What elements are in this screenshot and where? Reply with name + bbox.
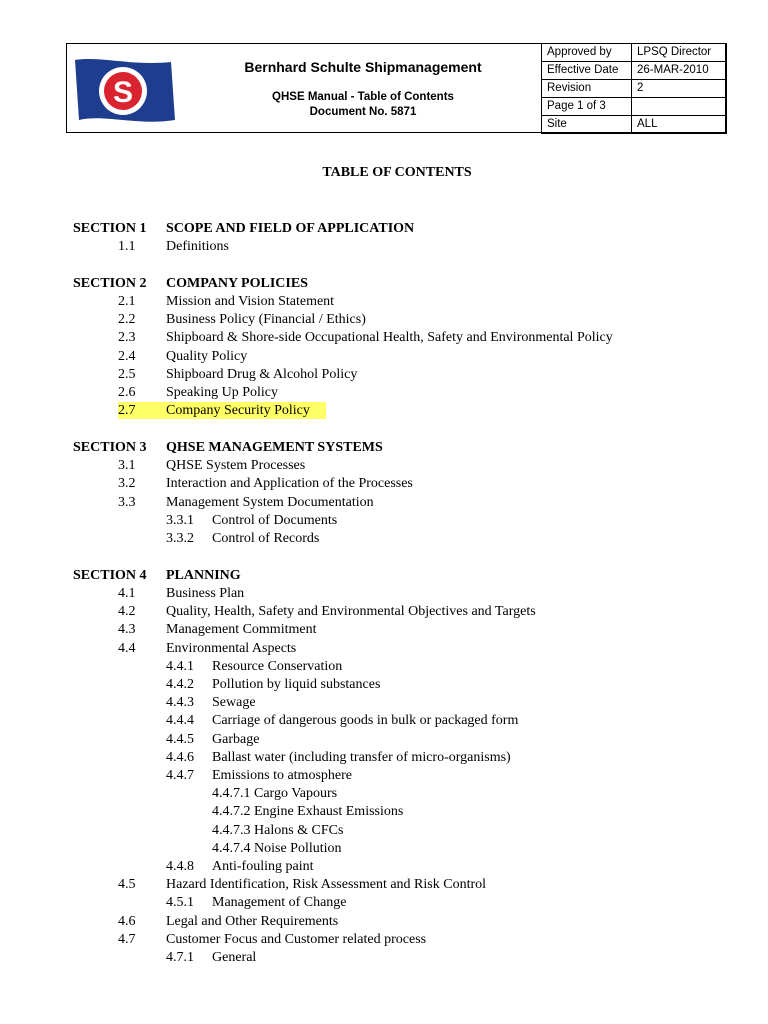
toc-entry-title: Quality, Health, Safety and Environmental Objectives and Targets [166, 604, 536, 619]
toc-entry-title: Noise Pollution [254, 841, 342, 856]
toc-entry-title: Hazard Identification, Risk Assessment and Risk Control [166, 877, 487, 892]
toc-entry-number: 4.2 [118, 604, 136, 619]
toc-entry-title: Shipboard Drug & Alcohol Policy [166, 367, 358, 382]
toc-entry [166, 530, 726, 547]
toc-entry-title: Sewage [212, 695, 256, 710]
toc-entry [118, 475, 678, 492]
toc-entry [212, 785, 768, 802]
toc-entry-number: 3.3.2 [166, 531, 194, 546]
toc-entry-number: 4.4 [118, 641, 136, 656]
company-name: Bernhard Schulte Shipmanagement [244, 59, 482, 75]
toc-entry [212, 803, 768, 820]
toc-entry-number: 1.1 [118, 239, 136, 254]
meta-value: 2 [632, 80, 727, 98]
toc-entry [166, 694, 726, 711]
toc-entry-title: Pollution by liquid substances [212, 677, 381, 692]
section-title: COMPANY POLICIES [166, 276, 308, 291]
toc-entry-title: Management System Documentation [166, 495, 374, 510]
toc-entry-number: 3.1 [118, 458, 136, 473]
toc-entry-number: 4.7 [118, 932, 136, 947]
toc-entry-number: 4.4.3 [166, 695, 194, 710]
section-number: SECTION 1 [73, 221, 147, 236]
meta-value: 26-MAR-2010 [632, 62, 727, 80]
toc-entry [118, 585, 678, 602]
toc-entry-number: 4.3 [118, 622, 136, 637]
meta-value: LPSQ Director [632, 44, 727, 62]
document-control-table [541, 43, 727, 134]
meta-label: Approved by [542, 44, 632, 62]
toc-entry [212, 840, 768, 857]
toc-entry [118, 876, 678, 893]
toc-entry [166, 894, 726, 911]
meta-value: ALL [632, 116, 727, 134]
toc-entry-title: Quality Policy [166, 349, 248, 364]
toc-entry-number: 4.4.6 [166, 750, 194, 765]
toc-entry [166, 767, 726, 784]
toc-entry [118, 293, 678, 310]
toc-entry-label: 4.4.7.2 [212, 804, 251, 819]
toc-entry [118, 457, 678, 474]
toc-entry [118, 329, 678, 346]
toc-entry-number: 4.4.7 [166, 768, 194, 783]
toc-entry [118, 366, 678, 383]
toc-entry-title: Anti-fouling paint [212, 859, 314, 874]
document-title-line: QHSE Manual - Table of Contents [272, 91, 454, 103]
toc-entry-title: QHSE System Processes [166, 458, 306, 473]
meta-row [542, 62, 727, 80]
toc-entry-label: 4.4.7.1 [212, 786, 251, 801]
toc-entry-title: General [212, 950, 257, 965]
toc-entry [166, 731, 726, 748]
toc-entry-title: Interaction and Application of the Processes [166, 476, 413, 491]
toc-title: TABLE OF CONTENTS [322, 165, 472, 180]
meta-label: Site [542, 116, 632, 134]
toc-entry [118, 348, 678, 365]
toc-entry-number: 3.2 [118, 476, 136, 491]
toc-entry-title: Cargo Vapours [254, 786, 338, 801]
toc-entry-title: Management of Change [212, 895, 347, 910]
toc-entry [118, 640, 678, 657]
toc-entry [118, 621, 678, 638]
toc-entry-title: Environmental Aspects [166, 641, 297, 656]
toc-entry [118, 603, 678, 620]
toc-entry-number: 2.5 [118, 367, 136, 382]
toc-entry-title: Legal and Other Requirements [166, 914, 339, 929]
document-title [185, 90, 541, 120]
toc-entry [166, 712, 726, 729]
section-number: SECTION 3 [73, 440, 147, 455]
toc-entry-number: 4.4.1 [166, 659, 194, 674]
toc-entry-number: 4.4.8 [166, 859, 194, 874]
toc-entry-number: 2.7 [118, 403, 136, 418]
section-number: SECTION 4 [73, 568, 147, 583]
company-flag-logo [71, 54, 175, 126]
toc-entry-title: Garbage [212, 732, 260, 747]
toc-entry-title: Customer Focus and Customer related process [166, 932, 427, 947]
toc-entry-title: Mission and Vision Statement [166, 294, 335, 309]
toc-entry-title: Company Security Policy [166, 403, 310, 418]
toc-entry [166, 512, 726, 529]
toc-entry-label: 4.4.7.3 [212, 823, 251, 838]
toc-entry [118, 384, 678, 401]
toc-entry [118, 913, 678, 930]
toc-entry-title: Engine Exhaust Emissions [254, 804, 404, 819]
meta-row [542, 80, 727, 98]
section-title: PLANNING [166, 568, 241, 583]
meta-label: Page 1 of 3 [542, 98, 632, 116]
toc-entry [166, 658, 726, 675]
toc-entry-number: 2.2 [118, 312, 136, 327]
meta-row [542, 98, 727, 116]
toc-entry-number: 2.6 [118, 385, 136, 400]
toc-entry-number: 4.1 [118, 586, 136, 601]
toc-entry [166, 858, 726, 875]
toc-entry-number: 2.1 [118, 294, 136, 309]
title-block [185, 44, 541, 132]
toc-entry-number: 3.3 [118, 495, 136, 510]
toc-entry-number: 4.7.1 [166, 950, 194, 965]
toc-entry [166, 676, 726, 693]
toc-entry-title: Carriage of dangerous goods in bulk or packaged form [212, 713, 519, 728]
toc-section-heading [73, 439, 593, 456]
section-title: SCOPE AND FIELD OF APPLICATION [166, 221, 415, 236]
toc-entry [118, 402, 326, 419]
meta-row [542, 116, 727, 134]
toc-entry-number: 4.5 [118, 877, 136, 892]
meta-row [542, 44, 727, 62]
toc-entry-title: Shipboard & Shore-side Occupational Health, Safety and Environmental Policy [166, 330, 613, 345]
section-title: QHSE MANAGEMENT SYSTEMS [166, 440, 383, 455]
meta-label: Effective Date [542, 62, 632, 80]
toc-entry-title: Business Plan [166, 586, 245, 601]
toc-entry-title: Business Policy (Financial / Ethics) [166, 312, 366, 327]
toc-entry [118, 311, 678, 328]
toc-entry-number: 4.4.2 [166, 677, 194, 692]
toc-entry-number: 4.6 [118, 914, 136, 929]
toc-entry-number: 4.4.4 [166, 713, 194, 728]
toc-entry [212, 822, 768, 839]
toc-section-heading [73, 275, 593, 292]
toc-entry-title: Halons & CFCs [254, 823, 344, 838]
toc-entry-title: Management Commitment [166, 622, 317, 637]
toc-section-heading [73, 567, 593, 584]
toc-entry-number: 2.3 [118, 330, 136, 345]
section-number: SECTION 2 [73, 276, 147, 291]
toc-entry-title: Control of Documents [212, 513, 338, 528]
toc-entry-number: 2.4 [118, 349, 136, 364]
toc-entry [118, 238, 678, 255]
meta-value [632, 98, 727, 116]
document-header [66, 43, 726, 133]
toc-entry-title: Ballast water (including transfer of micro-organisms) [212, 750, 511, 765]
document-number: Document No. 5871 [309, 106, 417, 118]
toc-entry-title: Speaking Up Policy [166, 385, 278, 400]
toc-entry [118, 931, 678, 948]
toc-section-heading [73, 220, 593, 237]
toc-entry-title: Control of Records [212, 531, 320, 546]
toc-entry [118, 494, 678, 511]
toc-entry-number: 4.5.1 [166, 895, 194, 910]
toc-entry-number: 3.3.1 [166, 513, 194, 528]
toc-entry-title: Emissions to atmosphere [212, 768, 352, 783]
toc-entry-title: Resource Conservation [212, 659, 343, 674]
toc-entry-label: 4.4.7.4 [212, 841, 251, 856]
toc-entry-title: Definitions [166, 239, 229, 254]
meta-label: Revision [542, 80, 632, 98]
toc-entry-number: 4.4.5 [166, 732, 194, 747]
toc-entry [166, 949, 726, 966]
logo-letter: S [112, 76, 134, 109]
toc-entry [166, 749, 726, 766]
